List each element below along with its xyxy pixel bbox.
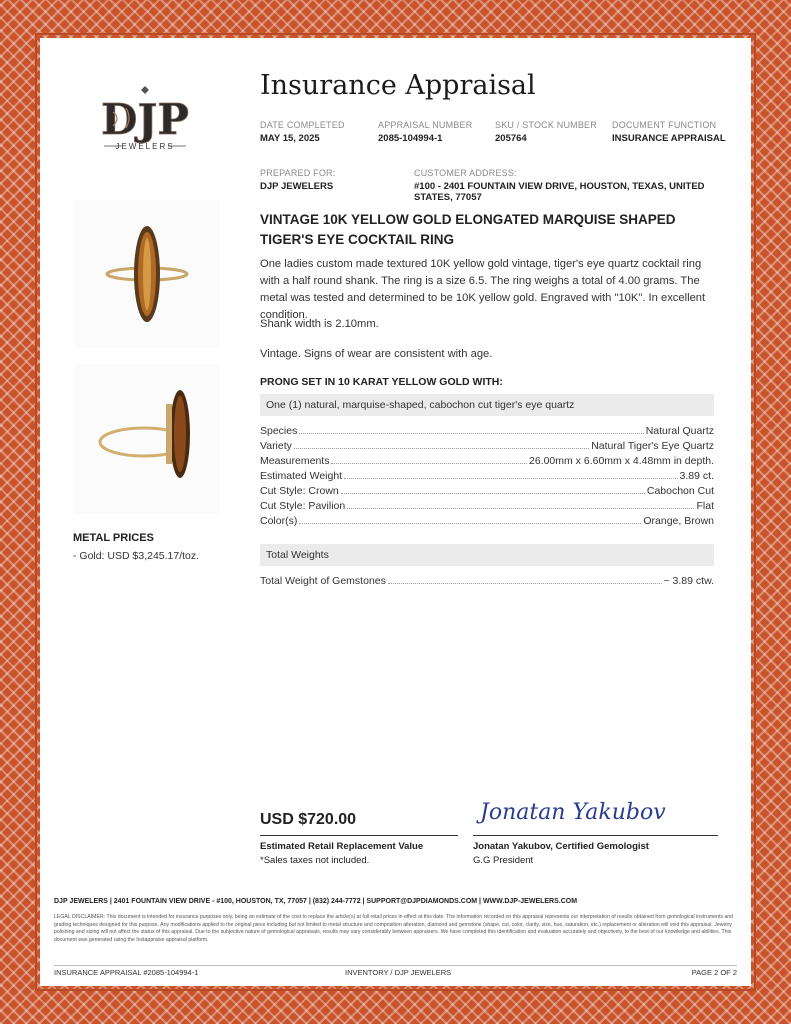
footer-divider — [54, 965, 737, 966]
spec-label: Color(s) — [260, 515, 298, 527]
setting-heading: PRONG SET IN 10 KARAT YELLOW GOLD WITH: — [260, 376, 503, 388]
sku-number: SKU / STOCK NUMBER 205764 — [495, 120, 597, 144]
svg-text:DJP: DJP — [101, 95, 189, 144]
spec-label: Measurements — [260, 455, 330, 467]
spec-row — [260, 422, 714, 437]
total-weights-bar: Total Weights — [260, 544, 714, 566]
gemologist-title: G.G President — [473, 855, 534, 866]
document-title: Insurance Appraisal — [260, 70, 536, 101]
value-label: Estimated Retail Replacement Value — [260, 841, 424, 852]
item-title: VINTAGE 10K YELLOW GOLD ELONGATED MARQUISE SHAPED TIGER'S EYE COCKTAIL RING — [260, 212, 676, 247]
total-weight-row: Total Weight of Gemstones ~ 3.89 ctw. — [260, 575, 714, 587]
spec-value: 3.89 ct. — [679, 470, 714, 482]
footer-contact: DJP JEWELERS | 2401 FOUNTAIN VIEW DRIVE - #100, HOUSTON, TX, 77057 | (832) 244-7772 | SUPPORT@DJPDIAMONDS.COM | WWW.DJP-JEWELERS.COM — [54, 898, 578, 905]
signature-script: Jonatan Yakubov — [480, 800, 666, 825]
gemologist-name: Jonatan Yakubov, Certified Gemologist — [473, 841, 649, 852]
spec-label: Cut Style: Crown — [260, 485, 339, 497]
wear-note: Vintage. Signs of wear are consistent with age. — [260, 348, 493, 360]
tax-note: *Sales taxes not included. — [260, 855, 370, 866]
footer-inventory: INVENTORY / DJP JEWELERS — [345, 968, 452, 977]
spec-value: Flat — [696, 500, 714, 512]
shank-width: Shank width is 2.10mm. — [260, 318, 379, 330]
legal-disclaimer: LEGAL DISCLAIMER: This document is intended for insurance purposes only, being an estimate of the cost to replace the article(s) at full retail prices in effect at this date. The information recorded on this appraisal represents our interpretation of results obtained from gemological instruments and grading techniques designed for this purpose. Any modifications applied to the original piece including but not limited to metal structure and composition alteration, diamond and gemstone (shape, cut, color, clarity, size, hue, saturation, etc.) replacement or alteration will void this appraisal. Jewelry polishing and sizing will not affect the status of this appraisal. Due to the subjective nature of gemological appraisals, results may vary considerably between appraisers. We have completed this identification and evaluation accurately and objectively, to the best of our knowledge and abilities. This document was generated using the Instappraise appraisal platform. — [54, 914, 734, 943]
stone-summary-bar: One (1) natural, marquise-shaped, cabochon cut tiger's eye quartz — [260, 394, 714, 416]
gold-price: - Gold: USD $3,245.17/toz. — [73, 550, 200, 562]
spec-value: Cabochon Cut — [646, 485, 714, 497]
spec-value: Natural Tiger's Eye Quartz — [591, 440, 714, 452]
spec-row — [260, 452, 714, 467]
spec-value: 26.00mm x 6.60mm x 4.48mm in depth. — [529, 455, 714, 467]
metal-prices-heading: METAL PRICES — [73, 532, 154, 544]
item-description: One ladies custom made textured 10K yellow gold vintage, tiger's eye quartz cocktail ring with a half round shank. The ring is a size 6.5. The ring weighs a total of 4.00 grams. The metal was tested and determined to be 10K yellow gold. Engraved with "10K". In excellent condition. — [260, 258, 706, 321]
footer-appraisal-id: INSURANCE APPRAISAL #2085-104994-1 — [54, 968, 199, 977]
appraised-value: USD $720.00 — [260, 811, 357, 828]
document-function: DOCUMENT FUNCTION INSURANCE APPRAISAL — [612, 120, 726, 144]
spec-value: Natural Quartz — [645, 425, 714, 437]
spec-value: Orange, Brown — [643, 515, 714, 527]
spec-label: Cut Style: Pavilion — [260, 500, 346, 512]
signature-underline — [473, 835, 718, 836]
spec-row — [260, 437, 714, 452]
spec-row — [260, 482, 714, 497]
spec-row — [260, 497, 714, 512]
djp-logo — [86, 84, 204, 162]
ring-side-photo — [74, 364, 220, 514]
prepared-for: PREPARED FOR: DJP JEWELERS — [260, 168, 336, 192]
spec-label: Estimated Weight — [260, 470, 343, 482]
certificate-page — [40, 38, 751, 986]
svg-text:JEWELERS: JEWELERS — [115, 142, 175, 151]
footer-page-number: PAGE 2 OF 2 — [691, 968, 737, 977]
spec-label: Species — [260, 425, 298, 437]
appraisal-number: APPRAISAL NUMBER 2085-104994-1 — [378, 120, 473, 144]
spec-label: Variety — [260, 440, 292, 452]
value-underline — [260, 835, 458, 836]
spec-row — [260, 512, 714, 527]
ring-front-photo — [74, 200, 220, 348]
date-completed: DATE COMPLETED MAY 15, 2025 — [260, 120, 345, 144]
spec-row — [260, 467, 714, 482]
customer-address: CUSTOMER ADDRESS: #100 - 2401 FOUNTAIN VIEW DRIVE, HOUSTON, TEXAS, UNITED STATES, 77057 — [414, 168, 705, 203]
